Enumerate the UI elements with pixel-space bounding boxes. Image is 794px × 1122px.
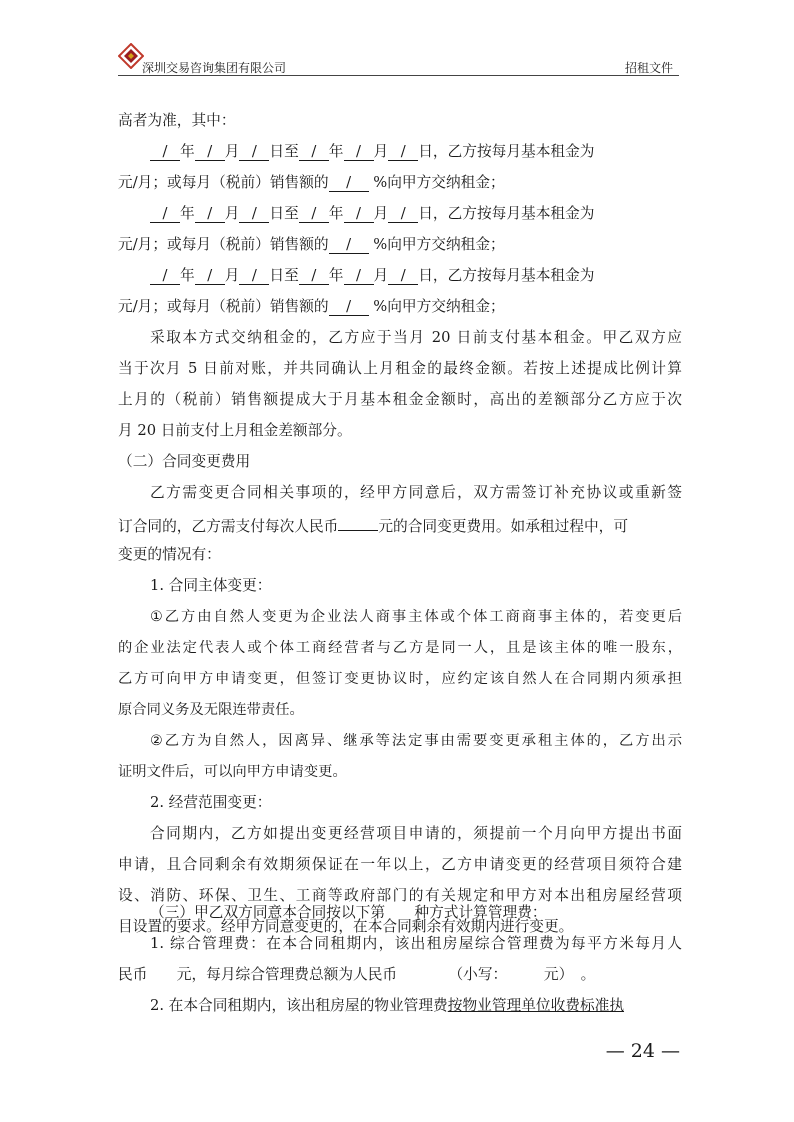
page-header [118,40,679,78]
text-month: 月 [224,267,240,284]
company-name: 深圳交易咨询集团有限公司 [142,61,287,75]
text-month: 月 [224,205,240,222]
blank-field: / [150,267,180,285]
paragraph-line: 民币 元，每月综合管理费总额为人民币 （小写： 元） 。 [118,966,596,983]
section-heading: （三）甲乙双方同意本合同按以下第 种方式计算管理费： [150,904,547,921]
blank-field: / [239,267,269,285]
blank-field: / [239,205,269,223]
paragraph-line: 采取本方式交纳租金的，乙方应于当月 20 日前支付基本租金。甲乙双方应 [150,329,682,346]
blank-field: / [150,205,180,223]
clause-line: 原合同义务及无限连带责任。 [118,702,304,718]
text-day-tail: 日，乙方按每月基本租金为 [418,143,595,160]
rate-line [118,172,682,194]
text-day-to: 日至 [269,267,299,284]
rate-tail: %向甲方交纳租金； [373,236,505,253]
text-year: 年 [180,267,195,284]
paragraph-line [118,513,682,538]
paragraph-line: 申请，且合同剩余有效期须保证在一年以上，乙方申请变更的经营项目须符合建 [118,856,682,873]
blank-field: / [344,267,374,285]
date-range-line [150,141,682,163]
page-number: — 24 — [605,1040,680,1062]
blank-field: / [388,267,418,285]
paragraph-line-last [150,995,682,1017]
paragraph-line: 乙方需变更合同相关事项的，经甲方同意后，双方需签订补充协议或重新签 [150,484,682,501]
company-logo-icon [118,43,144,69]
rate-line [118,234,682,256]
blank-field: / [299,205,329,223]
paragraph-line: 变更的情况有： [118,546,221,563]
rate-head: 元/月；或每月（税前）销售额的 [118,298,329,315]
paragraph-line: 上月的（税前）销售额提成大于月基本租金金额时，高出的差额部分乙方应于次 [118,391,682,408]
header-rule [118,75,679,76]
blank-field: / [329,236,369,254]
text-fragment: 订合同的，乙方需支付每次人民币 [118,518,339,535]
paragraph-line: 合同期内，乙方如提出变更经营项目申请的，须提前一个月向甲方提出书面 [150,825,682,842]
section-heading: （二）合同变更费用 [118,453,251,470]
text-month: 月 [373,143,389,160]
text-year: 年 [328,267,344,284]
clause-line: ②乙方为自然人，因离异、继承等法定事由需要变更承租主体的，乙方出示 [150,733,682,749]
clause-line: 的企业法定代表人或个体工商经营者与乙方是同一人，且是该主体的唯一股东， [118,640,682,656]
paragraph-line: 目设置的要求。经甲方同意变更的，在本合同剩余有效期内进行变更。 [118,918,574,935]
text-day-tail: 日，乙方按每月基本租金为 [418,267,595,284]
blank-field: / [299,143,329,161]
rate-tail: %向甲方交纳租金； [373,298,505,315]
text-day-to: 日至 [269,143,299,160]
subsection-heading: 2. 经营范围变更： [150,794,272,811]
blank-field: / [195,205,225,223]
blank-field: / [388,143,418,161]
blank-field: / [344,205,374,223]
paragraph-line: 当于次月 5 日前对账，并共同确认上月租金的最终金额。若按上述提成比例计算 [118,360,682,377]
rate-head: 元/月；或每月（税前）销售额的 [118,236,329,253]
blank-field [338,513,378,531]
text-month: 月 [373,205,389,222]
paragraph-line: 月 20 日前支付上月租金差额部分。 [118,422,352,439]
text-month: 月 [224,143,240,160]
text-day-to: 日至 [269,205,299,222]
clause-line: 乙方可向甲方申请变更，但签订变更协议时，应约定该自然人在合同期内须承担 [118,671,682,687]
blank-field: / [195,267,225,285]
underlined-text: 按物业管理单位收费标准执 [447,997,625,1014]
text-day-tail: 日，乙方按每月基本租金为 [418,205,595,222]
blank-field: / [388,205,418,223]
blank-field: / [239,143,269,161]
text-year: 年 [328,143,344,160]
blank-field: / [329,298,369,316]
text-year: 年 [328,205,344,222]
blank-field: / [150,143,180,161]
date-range-line [150,203,682,225]
rate-line [118,296,682,318]
text-month: 月 [373,267,389,284]
subsection-heading: 1. 合同主体变更： [150,577,272,594]
clause-line: 证明文件后，可以向甲方申请变更。 [118,764,347,780]
text-year: 年 [180,205,195,222]
rate-tail: %向甲方交纳租金； [373,174,505,191]
document-type: 招租文件 [624,61,673,75]
text-year: 年 [180,143,195,160]
date-range-line [150,265,682,287]
paragraph-line: 设、消防、环保、卫生、工商等政府部门的有关规定和甲方对本出租房屋经营项 [118,887,682,904]
rate-head: 元/月；或每月（税前）销售额的 [118,174,329,191]
paragraph-line: 1. 综合管理费：在本合同租期内，该出租房屋综合管理费为每平方米每月人 [150,935,682,952]
blank-field: / [299,267,329,285]
blank-field: / [329,174,369,192]
blank-field: / [344,143,374,161]
text-fragment: 元的合同变更费用。如承租过程中，可 [378,518,629,535]
text-fragment: 2. 在本合同租期内，该出租房屋的物业管理费 [150,997,448,1014]
blank-field: / [195,143,225,161]
clause-line: ①乙方由自然人变更为企业法人商事主体或个体工商商事主体的，若变更后 [150,609,682,625]
text-line: 高者为准，其中： [118,112,236,129]
